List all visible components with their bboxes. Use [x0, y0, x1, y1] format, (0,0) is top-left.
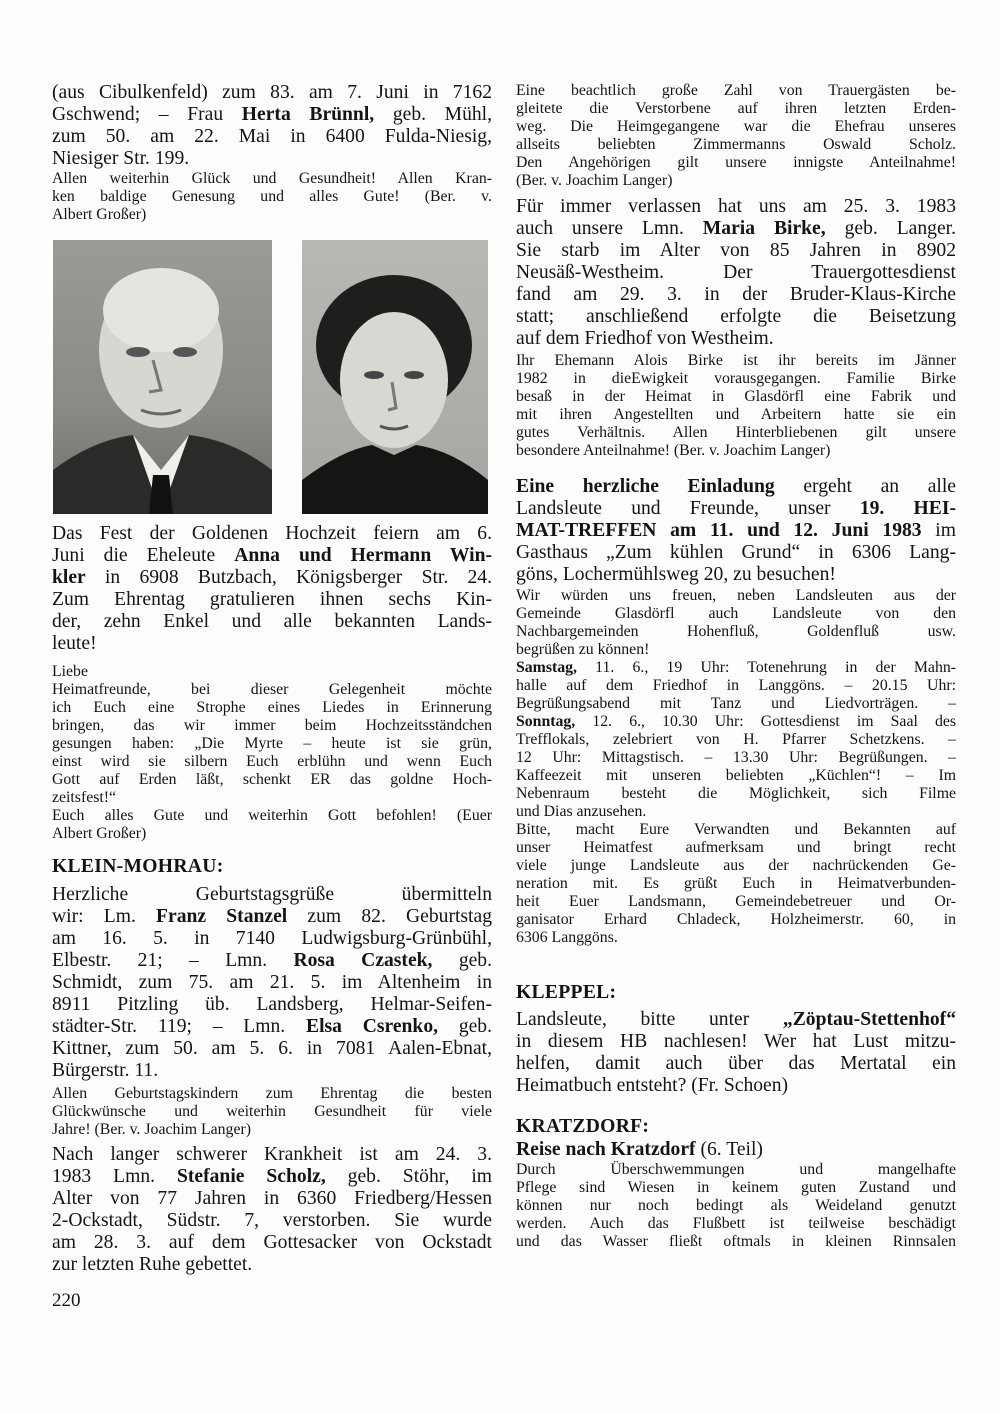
text-run: Juni die Eheleute — [52, 545, 235, 566]
text-line — [52, 188, 492, 206]
text-run: heit Euer Landsmann, Gemeindebetreuer und Or- — [516, 893, 956, 910]
paragraph — [52, 523, 492, 655]
text-run: Landsleute und Freunde, unser — [516, 498, 860, 519]
text-block-birthday-wishes — [52, 1085, 492, 1139]
text-run: Kittner, zum 50. am 5. 6. in 7081 Aalen-Ebnat, — [52, 1038, 492, 1059]
paragraph — [52, 82, 492, 170]
text-line — [516, 1161, 956, 1179]
text-run: ergeht an alle — [774, 476, 956, 497]
text-line — [52, 1210, 492, 1232]
text-line — [516, 370, 956, 388]
text-run: 12. 6., 10.30 Uhr: Gottesdienst im Saal des — [575, 713, 956, 730]
photo-anna-winkler — [302, 240, 488, 514]
paragraph — [52, 1085, 492, 1139]
text-run: neration mit. Es grüßt Euch in Heimatverbunden- — [516, 875, 956, 892]
text-line — [52, 567, 492, 589]
bold-name: Anna und Hermann Win- — [234, 545, 492, 566]
text-run: geb. — [438, 1016, 493, 1037]
text-run: Gemeinde Glasdörfl auch Landsleute von den — [516, 605, 956, 622]
text-run: auch unsere Lmn. — [516, 218, 703, 239]
section-heading-klein-mohrau: KLEIN-MOHRAU: — [52, 856, 224, 877]
text-line — [52, 1016, 492, 1038]
text-run: 6306 Langgöns. — [516, 929, 618, 946]
text-run: am 16. 5. in 7140 Ludwigsburg-Grünbühl, — [52, 928, 492, 949]
text-line — [516, 476, 956, 498]
text-line — [516, 857, 956, 875]
photo-row — [52, 240, 492, 514]
text-run: gleitete die Verstorbene auf ihren letzten Erden- — [516, 100, 956, 117]
right-column — [516, 82, 956, 1251]
text-line — [516, 821, 956, 839]
text-run: Alter von 77 Jahren in 6360 Friedberg/Hessen — [52, 1188, 492, 1209]
text-run: wir: Lm. — [52, 906, 157, 927]
text-line — [516, 659, 956, 677]
text-run: auf dem Friedhof von Westheim. — [516, 328, 774, 349]
paragraph — [52, 170, 492, 224]
text-line — [516, 442, 956, 460]
text-run: leute! — [52, 633, 97, 654]
text-line — [516, 542, 956, 564]
text-run: Allen Geburtstagskindern zum Ehrentag die besten — [52, 1085, 492, 1102]
text-line — [516, 352, 956, 370]
text-line — [52, 1166, 492, 1188]
text-block-golden-wedding — [52, 523, 492, 655]
bold-name: Maria Birke, — [702, 218, 826, 239]
text-run: in 6908 Butzbach, Königsberger Str. 24. — [85, 567, 492, 588]
text-run: zeitsfest!“ — [52, 789, 117, 806]
text-run: Trefflokals, zelebriert von H. Pfarrer Schetzkens. – — [516, 731, 956, 748]
text-line — [52, 1121, 492, 1139]
text-block-travel-title — [516, 1139, 956, 1161]
text-line — [52, 789, 492, 807]
text-line — [516, 749, 956, 767]
bold-name: Rosa Czastek, — [293, 950, 433, 971]
text-run: und Dias anzusehen. — [516, 803, 647, 820]
text-line — [52, 699, 492, 717]
text-line — [52, 633, 492, 655]
bold-name: 19. HEI- — [859, 498, 956, 519]
text-line — [516, 520, 956, 542]
text-run: im — [921, 520, 956, 541]
bold-name: „Zöptau-Stettenhof“ — [782, 1009, 956, 1030]
text-line — [52, 82, 492, 104]
text-run: Wir würden uns freuen, neben Landsleuten aus der — [516, 587, 956, 604]
text-line — [516, 1075, 956, 1097]
text-run: Bitte, macht Eure Verwandten und Bekannten auf — [516, 821, 956, 838]
text-run: Jahre! (Ber. v. Joachim Langer) — [52, 1121, 251, 1138]
text-run: Albert Großer) — [52, 206, 147, 223]
text-line — [516, 731, 956, 749]
text-line — [52, 1038, 492, 1060]
text-run: Liebe — [52, 663, 88, 680]
bold-name: Stefanie Scholz, — [176, 1166, 326, 1187]
text-line — [52, 972, 492, 994]
text-line — [52, 771, 492, 789]
paragraph — [516, 1009, 956, 1097]
text-run: geb. — [432, 950, 493, 971]
text-run: Schmidt, zum 75. am 21. 5. im Altenheim in — [52, 972, 492, 993]
text-block-invitation — [516, 476, 956, 586]
page-number: 220 — [52, 1290, 81, 1311]
text-run: ich Euch eine Strophe eines Liedes in Erinnerung — [52, 699, 492, 716]
bold-name: Reise nach Kratzdorf — [516, 1139, 696, 1160]
text-line — [516, 713, 956, 731]
text-line — [516, 154, 956, 172]
text-line — [52, 994, 492, 1016]
text-run: 11. 6., 19 Uhr: Totenehrung in der Mahn- — [577, 659, 956, 676]
text-run: zum 82. Geburtstag — [287, 906, 492, 927]
bold-name: Herta Brünnl, — [241, 104, 375, 125]
text-line — [516, 388, 956, 406]
text-block-obituary-birke — [516, 196, 956, 350]
text-run: zum 50. am 22. Mai in 6400 Fulda-Niesig, — [52, 126, 492, 147]
text-line — [52, 1060, 492, 1082]
text-line — [516, 587, 956, 605]
text-line — [52, 1144, 492, 1166]
text-run: Allen weiterhin Glück und Gesundheit! Allen Kran- — [52, 170, 492, 187]
text-line — [516, 1053, 956, 1075]
text-line — [52, 611, 492, 633]
text-line — [516, 284, 956, 306]
text-run: zur letzten Ruhe gebettet. — [52, 1254, 253, 1275]
text-run: göns, Lochermühlsweg 20, zu besuchen! — [516, 564, 836, 585]
text-run: können nur noch bedingt als Weideland genutzt — [516, 1197, 956, 1214]
text-block-wishes — [52, 170, 492, 224]
text-line — [52, 663, 492, 681]
paragraph — [516, 1139, 956, 1161]
text-run: geb. Stöhr, im — [325, 1166, 493, 1187]
left-column — [52, 82, 492, 1312]
text-line — [516, 136, 956, 154]
text-line — [516, 406, 956, 424]
bold-name: MAT-TREFFEN am 11. und 12. Juni 1983 — [516, 520, 922, 541]
text-run: einst wird sie silbern Euch erblühn und wenn Euch — [52, 753, 492, 770]
text-run: begrüßen zu können! — [516, 641, 650, 658]
text-block-kleppel — [516, 1009, 956, 1097]
text-run: Elbestr. 21; – Lmn. — [52, 950, 294, 971]
text-block-obituary-scholz — [52, 1144, 492, 1276]
text-line — [516, 100, 956, 118]
bold-name: Eine herzliche Einladung — [516, 476, 775, 497]
paragraph — [52, 884, 492, 1082]
text-line — [52, 104, 492, 126]
text-line — [52, 735, 492, 753]
text-line — [516, 1009, 956, 1031]
text-line — [52, 523, 492, 545]
text-run: Das Fest der Goldenen Hochzeit feiern am 6. — [52, 523, 492, 544]
text-line — [52, 928, 492, 950]
text-block-program — [516, 587, 956, 947]
paragraph — [516, 659, 956, 821]
text-run: (aus Cibulkenfeld) zum 83. am 7. Juni in 7162 — [52, 82, 492, 103]
text-block-mourners — [516, 82, 956, 190]
text-run: allseits beliebten Zimmermanns Oswald Scholz. — [516, 136, 956, 153]
text-line — [516, 82, 956, 100]
paragraph — [52, 807, 492, 843]
bold-name: Sonntag, — [516, 713, 576, 730]
bold-name: kler — [52, 567, 86, 588]
text-line — [516, 605, 956, 623]
text-line — [516, 1179, 956, 1197]
paragraph — [516, 587, 956, 659]
text-run: Glückwünsche und weiterhin Gesundheit für viele — [52, 1103, 492, 1120]
text-line — [516, 328, 956, 350]
text-run: Heimatfreunde, bei dieser Gelegenheit möchte — [52, 681, 492, 698]
text-run: Durch Überschwemmungen und mangelhafte — [516, 1161, 956, 1178]
text-line — [516, 498, 956, 520]
text-line — [52, 1103, 492, 1121]
text-run: und das Wasser fließt oftmals in kleinen Rinnsalen — [516, 1233, 956, 1250]
paragraph — [516, 1161, 956, 1251]
text-run: Landsleute, bitte unter — [516, 1009, 783, 1030]
text-line — [52, 884, 492, 906]
paragraph — [516, 82, 956, 190]
text-line — [516, 875, 956, 893]
text-run: (Ber. v. Joachim Langer) — [516, 172, 673, 189]
paragraph — [516, 476, 956, 586]
text-run: ganisator Erhard Chladeck, Holzheimerstr. 60, in — [516, 911, 956, 928]
text-line — [516, 306, 956, 328]
text-line — [516, 623, 956, 641]
paragraph — [52, 663, 492, 681]
text-line — [516, 1197, 956, 1215]
text-run: Eine beachtlich große Zahl von Trauergästen be- — [516, 82, 956, 99]
text-run: Bürgerstr. 11. — [52, 1060, 159, 1081]
text-run: 8911 Pitzling üb. Landsberg, Helmar-Seifen- — [52, 994, 492, 1015]
text-run: Zum Ehrentag gratulieren ihnen sechs Kin- — [52, 589, 492, 610]
text-run: Begrüßungsabend mit Tanz und Liedvorträgen. – — [516, 695, 956, 712]
text-run: Pflege sind Wiesen in keinem guten Zustand und — [516, 1179, 956, 1196]
text-line — [516, 172, 956, 190]
text-run: 1983 Lmn. — [52, 1166, 177, 1187]
text-run: städter-Str. 119; – Lmn. — [52, 1016, 306, 1037]
text-line — [52, 148, 492, 170]
text-line — [52, 1188, 492, 1210]
bold-name: Franz Stanzel — [156, 906, 288, 927]
text-line — [516, 677, 956, 695]
text-line — [52, 681, 492, 699]
text-line — [516, 767, 956, 785]
text-run: weg. Die Heimgegangene war die Ehefrau unseres — [516, 118, 956, 135]
text-run: der, zehn Enkel und alle bekannten Lands- — [52, 611, 492, 632]
text-run: in diesem HB nachlesen! Wer hat Lust mitzu- — [516, 1031, 956, 1052]
text-line — [516, 218, 956, 240]
text-run: besaß in der Heimat in Glasdörfl eine Fabrik und — [516, 388, 956, 405]
text-line — [516, 1031, 956, 1053]
text-line — [516, 1233, 956, 1251]
text-run: ken baldige Genesung und alles Gute! (Ber. v. — [52, 188, 492, 205]
text-line — [516, 893, 956, 911]
text-block-birthdays — [52, 884, 492, 1082]
section-heading-kratzdorf: KRATZDORF: — [516, 1116, 650, 1137]
text-run: Ihr Ehemann Alois Birke ist ihr bereits im Jänner — [516, 352, 956, 369]
text-run: 2-Ockstadt, Südstr. 7, verstorben. Sie wurde — [52, 1210, 492, 1231]
text-run: bringen, das wir immer beim Hochzeitsständchen — [52, 717, 492, 734]
text-run: 12 Uhr: Mittagstisch. – 13.30 Uhr: Begrüßungen. – — [516, 749, 956, 766]
text-line — [516, 424, 956, 442]
text-run: Euch alles Gute und weiterhin Gott befohlen! (Euer — [52, 807, 492, 824]
text-run: statt; anschließend erfolgte die Beisetzung — [516, 306, 956, 327]
text-run: Heimatbuch entsteht? (Fr. Schoen) — [516, 1075, 789, 1096]
text-line — [516, 929, 956, 947]
paragraph — [52, 1144, 492, 1276]
text-line — [516, 262, 956, 284]
section-heading-kleppel: KLEPPEL: — [516, 982, 617, 1003]
text-line — [516, 785, 956, 803]
text-line — [52, 545, 492, 567]
text-run: unser Heimatfest aufmerksam und bringt recht — [516, 839, 956, 856]
text-run: Nachbargemeinden Hohenfluß, Goldenfluß usw. — [516, 623, 956, 640]
text-line — [516, 641, 956, 659]
text-run: mit ihren Angestellten und Arbeitern hatte sie ein — [516, 406, 956, 423]
text-line — [52, 950, 492, 972]
text-block-birthday-continuation — [52, 82, 492, 170]
bold-name: Samstag, — [516, 659, 577, 676]
text-run: am 28. 3. auf dem Gottesacker von Ockstadt — [52, 1232, 492, 1253]
text-block-birke-family — [516, 352, 956, 460]
paragraph — [52, 681, 492, 807]
text-run: 1982 in dieEwigkeit vorausgegangen. Familie Birke — [516, 370, 956, 387]
text-run: geb. Langer. — [825, 218, 956, 239]
text-line — [516, 839, 956, 857]
text-run: helfen, damit auch über das Mertatal ein — [516, 1053, 956, 1074]
text-run: Gschwend; – Frau — [52, 104, 242, 125]
text-run: Nebenraum besteht die Möglichkeit, sich Filme — [516, 785, 956, 802]
paragraph — [516, 352, 956, 460]
text-line — [516, 1139, 956, 1161]
text-line — [516, 240, 956, 262]
text-line — [516, 695, 956, 713]
text-line — [516, 803, 956, 821]
text-run: Den Angehörigen gilt unsere innigste Anteilnahme! — [516, 154, 956, 171]
text-run: werden. Auch das Flußbett ist teilweise beschädigt — [516, 1215, 956, 1232]
text-run: Gasthaus „Zum kühlen Grund“ in 6306 Lang- — [516, 542, 956, 563]
text-run: gesungen haben: „Die Myrte – heute ist sie grün, — [52, 735, 492, 752]
text-line — [516, 1215, 956, 1233]
text-run: gutes Verhältnis. Allen Hinterbliebenen gilt unsere — [516, 424, 956, 441]
text-block-travel-report — [516, 1161, 956, 1251]
text-line — [516, 564, 956, 586]
text-run: geb. Mühl, — [374, 104, 493, 125]
text-line — [52, 807, 492, 825]
text-line — [52, 717, 492, 735]
text-run: Neusäß-Westheim. Der Trauergottesdienst — [516, 262, 956, 283]
text-run: halle auf dem Friedhof in Langgöns. – 20.15 Uhr: — [516, 677, 956, 694]
text-line — [52, 753, 492, 771]
text-line — [516, 196, 956, 218]
text-line — [52, 1232, 492, 1254]
photo-hermann-winkler — [53, 240, 272, 514]
text-line — [516, 911, 956, 929]
text-run: Für immer verlassen hat uns am 25. 3. 1983 — [516, 196, 956, 217]
text-run: Kaffeezeit mit unseren beliebten „Küchlen“! – Im — [516, 767, 956, 784]
text-run: (6. Teil) — [695, 1139, 763, 1160]
bold-name: Elsa Csrenko, — [306, 1016, 439, 1037]
paragraph — [516, 821, 956, 947]
text-line — [52, 589, 492, 611]
text-run: Gott auf Erden läßt, schenkt ER das goldne Hoch- — [52, 771, 492, 788]
text-line — [52, 170, 492, 188]
text-run: besondere Anteilnahme! (Ber. v. Joachim Langer) — [516, 442, 831, 459]
text-run: fand am 29. 3. in der Bruder-Klaus-Kirche — [516, 284, 956, 305]
text-run: Niesiger Str. 199. — [52, 148, 190, 169]
text-run: Albert Großer) — [52, 825, 147, 842]
text-run: Nach langer schwerer Krankheit ist am 24. 3. — [52, 1144, 492, 1165]
text-run: viele junge Landsleute aus der nachrückenden Ge- — [516, 857, 956, 874]
text-line — [52, 126, 492, 148]
text-block-letter — [52, 663, 492, 843]
text-run: Sie starb im Alter von 85 Jahren in 8902 — [516, 240, 956, 261]
text-line — [52, 825, 492, 843]
text-run: Herzliche Geburtstagsgrüße übermitteln — [52, 884, 492, 905]
text-line — [52, 906, 492, 928]
text-line — [52, 1254, 492, 1276]
text-line — [52, 1085, 492, 1103]
text-line — [516, 118, 956, 136]
text-line — [52, 206, 492, 224]
paragraph — [516, 196, 956, 350]
